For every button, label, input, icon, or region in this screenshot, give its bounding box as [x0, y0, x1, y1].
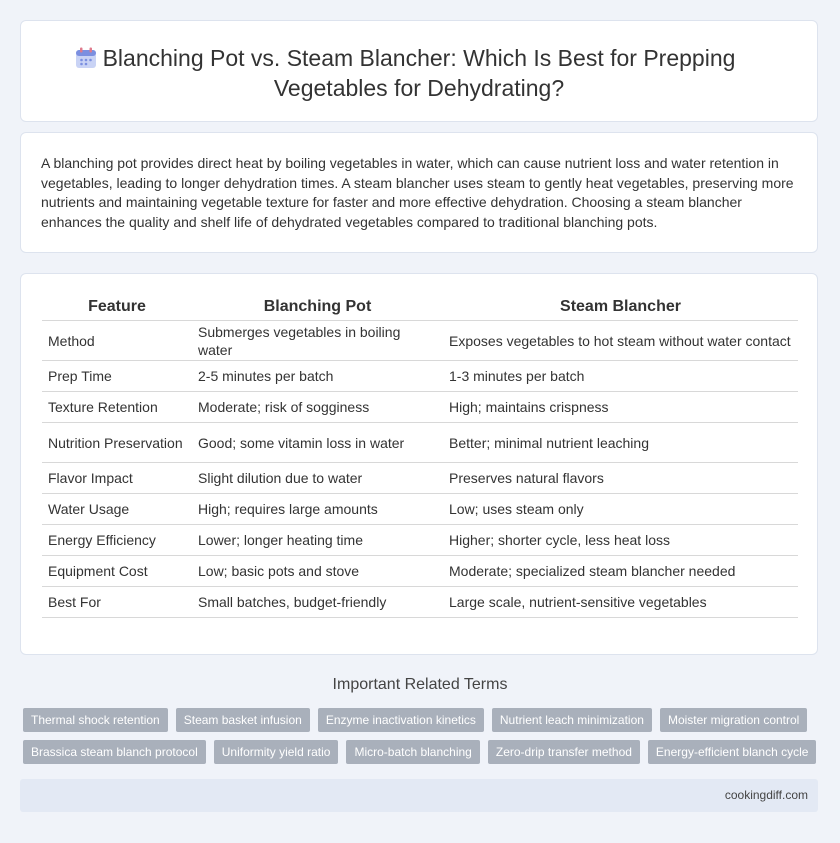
- table-cell: High; requires large amounts: [192, 494, 443, 525]
- table-cell: Moderate; risk of sogginess: [192, 392, 443, 423]
- table-cell: Higher; shorter cycle, less heat loss: [443, 525, 798, 556]
- table-cell: Nutrition Preservation: [42, 423, 192, 463]
- tag-link[interactable]: Enzyme inactivation kinetics: [318, 708, 484, 732]
- table-cell: Method: [42, 321, 192, 361]
- tag-row: [23, 708, 823, 732]
- table-cell: 2-5 minutes per batch: [192, 361, 443, 392]
- table-cell: Preserves natural flavors: [443, 463, 798, 494]
- header-blanching-pot: Blanching Pot: [192, 294, 443, 321]
- table-cell: Energy Efficiency: [42, 525, 192, 556]
- table-cell: Small batches, budget-friendly: [192, 587, 443, 618]
- table-row: [42, 587, 798, 618]
- table-header-row: [42, 294, 798, 321]
- table-row: [42, 392, 798, 423]
- table-cell: Moderate; specialized steam blancher needed: [443, 556, 798, 587]
- table-cell: Water Usage: [42, 494, 192, 525]
- table-cell: Equipment Cost: [42, 556, 192, 587]
- table-row: [42, 556, 798, 587]
- table-cell: Better; minimal nutrient leaching: [443, 423, 798, 463]
- table-cell: Low; basic pots and stove: [192, 556, 443, 587]
- table-cell: 1-3 minutes per batch: [443, 361, 798, 392]
- tag-link[interactable]: Energy-efficient blanch cycle: [648, 740, 817, 764]
- table-cell: Best For: [42, 587, 192, 618]
- intro-paragraph: A blanching pot provides direct heat by boiling vegetables in water, which can cause nutrient loss and water retention in vegetables, leading to longer dehydration times. A steam blancher uses steam to gently heat vegetables, preserving more nutrients and maintaining vegetable texture for faster and more effective dehydration. Choosing a steam blancher enhances the quality and shelf life of dehydrated vegetables compared to traditional blanching pots.: [41, 155, 794, 230]
- page-title: [21, 43, 817, 103]
- page-title-line1: Blanching Pot vs. Steam Blancher: Which Is Best for Prepping: [102, 45, 736, 71]
- comparison-table: [42, 294, 798, 618]
- table-row: [42, 494, 798, 525]
- table-row: [42, 321, 798, 361]
- title-card: [20, 20, 818, 122]
- related-terms: [23, 708, 823, 772]
- tag-link[interactable]: Nutrient leach minimization: [492, 708, 652, 732]
- table-cell: Prep Time: [42, 361, 192, 392]
- table-cell: Flavor Impact: [42, 463, 192, 494]
- header-feature: Feature: [42, 294, 192, 321]
- tag-link[interactable]: Zero-drip transfer method: [488, 740, 640, 764]
- page-title-line2: Vegetables for Dehydrating?: [273, 75, 565, 101]
- comparison-card: [20, 273, 818, 655]
- table-row: [42, 423, 798, 463]
- footer: [20, 779, 818, 812]
- tag-link[interactable]: Moister migration control: [660, 708, 807, 732]
- intro-card: [20, 132, 818, 253]
- header-steam-blancher: Steam Blancher: [443, 294, 798, 321]
- table-cell: Slight dilution due to water: [192, 463, 443, 494]
- related-terms-title: Important Related Terms: [332, 676, 508, 693]
- table-row: [42, 463, 798, 494]
- tag-link[interactable]: Thermal shock retention: [23, 708, 168, 732]
- tag-link[interactable]: Steam basket infusion: [176, 708, 310, 732]
- table-cell: Exposes vegetables to hot steam without water contact: [443, 321, 798, 361]
- tag-row: [23, 740, 823, 764]
- tag-link[interactable]: Micro-batch blanching: [346, 740, 479, 764]
- table-cell: High; maintains crispness: [443, 392, 798, 423]
- table-cell: Submerges vegetables in boiling water: [192, 321, 443, 361]
- tag-link[interactable]: Brassica steam blanch protocol: [23, 740, 206, 764]
- table-row: [42, 361, 798, 392]
- tag-link[interactable]: Uniformity yield ratio: [214, 740, 339, 764]
- table-cell: Good; some vitamin loss in water: [192, 423, 443, 463]
- table-row: [42, 525, 798, 556]
- table-cell: Lower; longer heating time: [192, 525, 443, 556]
- table-cell: Low; uses steam only: [443, 494, 798, 525]
- table-cell: Texture Retention: [42, 392, 192, 423]
- table-cell: Large scale, nutrient-sensitive vegetables: [443, 587, 798, 618]
- footer-site-link[interactable]: cookingdiff.com: [724, 788, 808, 802]
